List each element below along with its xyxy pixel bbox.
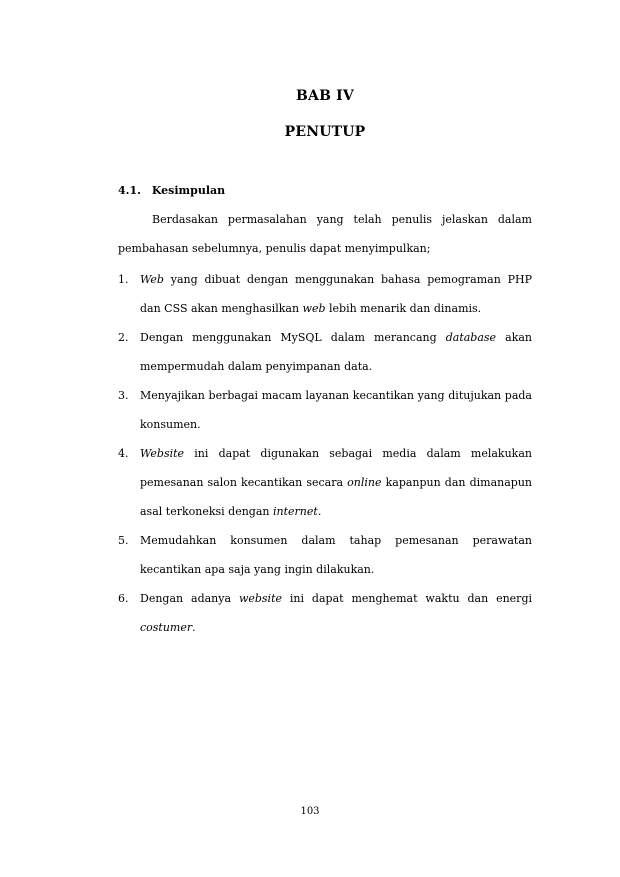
text-run: . <box>317 505 322 518</box>
emphasis: Web <box>140 273 164 286</box>
list-item-text <box>140 323 532 381</box>
list-item-text <box>140 381 532 439</box>
emphasis: internet <box>273 505 318 518</box>
chapter-title: PENUTUP <box>284 124 366 140</box>
text-run: ini dapat menghemat waktu dan energi <box>282 592 533 605</box>
intro-paragraph: Berdasakan permasalahan yang telah penulis jelaskan dalam pembahasan sebelumnya, penulis dapat menyimpulkan; <box>118 213 532 255</box>
list-item <box>118 381 532 439</box>
list-marker: 5. <box>118 534 129 547</box>
section-heading <box>118 184 225 197</box>
text-run: kapanpun dan dimanapun asal terkoneksi dengan <box>140 476 532 518</box>
list-marker: 6. <box>118 592 129 605</box>
list-item <box>118 323 532 381</box>
text-run: lebih menarik dan dinamis. <box>325 302 482 315</box>
text-run: Dengan menggunakan MySQL dalam merancang <box>140 331 446 344</box>
list-item <box>118 265 532 323</box>
emphasis: database <box>445 331 497 344</box>
list-item <box>118 526 532 584</box>
list-item <box>118 584 532 642</box>
emphasis: online <box>347 476 382 489</box>
text-run: Menyajikan berbagai macam layanan kecantikan yang ditujukan pada konsumen. <box>140 389 532 431</box>
text-run: yang dibuat dengan menggunakan bahasa pemograman PHP dan CSS akan menghasilkan <box>140 273 532 315</box>
emphasis: website <box>238 592 282 605</box>
list-item-text <box>140 439 532 526</box>
list-item-text <box>140 584 532 642</box>
list-marker: 3. <box>118 389 129 402</box>
emphasis: web <box>302 302 326 315</box>
list-item-text <box>140 526 532 584</box>
text-run: Memudahkan konsumen dalam tahap pemesanan perawatan kecantikan apa saja yang ingin dilakukan. <box>140 534 532 576</box>
page-number: 103 <box>300 806 320 817</box>
emphasis: costumer <box>140 621 193 634</box>
text-run: ini dapat digunakan sebagai media dalam melakukan pemesanan salon kecantikan secara <box>140 447 532 489</box>
list-marker: 4. <box>118 447 129 460</box>
section-number: 4.1. <box>118 184 141 197</box>
list-marker: 2. <box>118 331 129 344</box>
conclusion-list <box>118 265 532 642</box>
list-item-text <box>140 265 532 323</box>
chapter-number: BAB IV <box>295 88 354 104</box>
text-run: . <box>192 621 196 634</box>
text-run: akan mempermudah dalam penyimpanan data. <box>140 331 532 373</box>
list-item <box>118 439 532 526</box>
list-marker: 1. <box>118 273 129 286</box>
emphasis: Website <box>140 447 185 460</box>
section-title: Kesimpulan <box>151 184 226 197</box>
text-run: Dengan adanya <box>140 592 239 605</box>
